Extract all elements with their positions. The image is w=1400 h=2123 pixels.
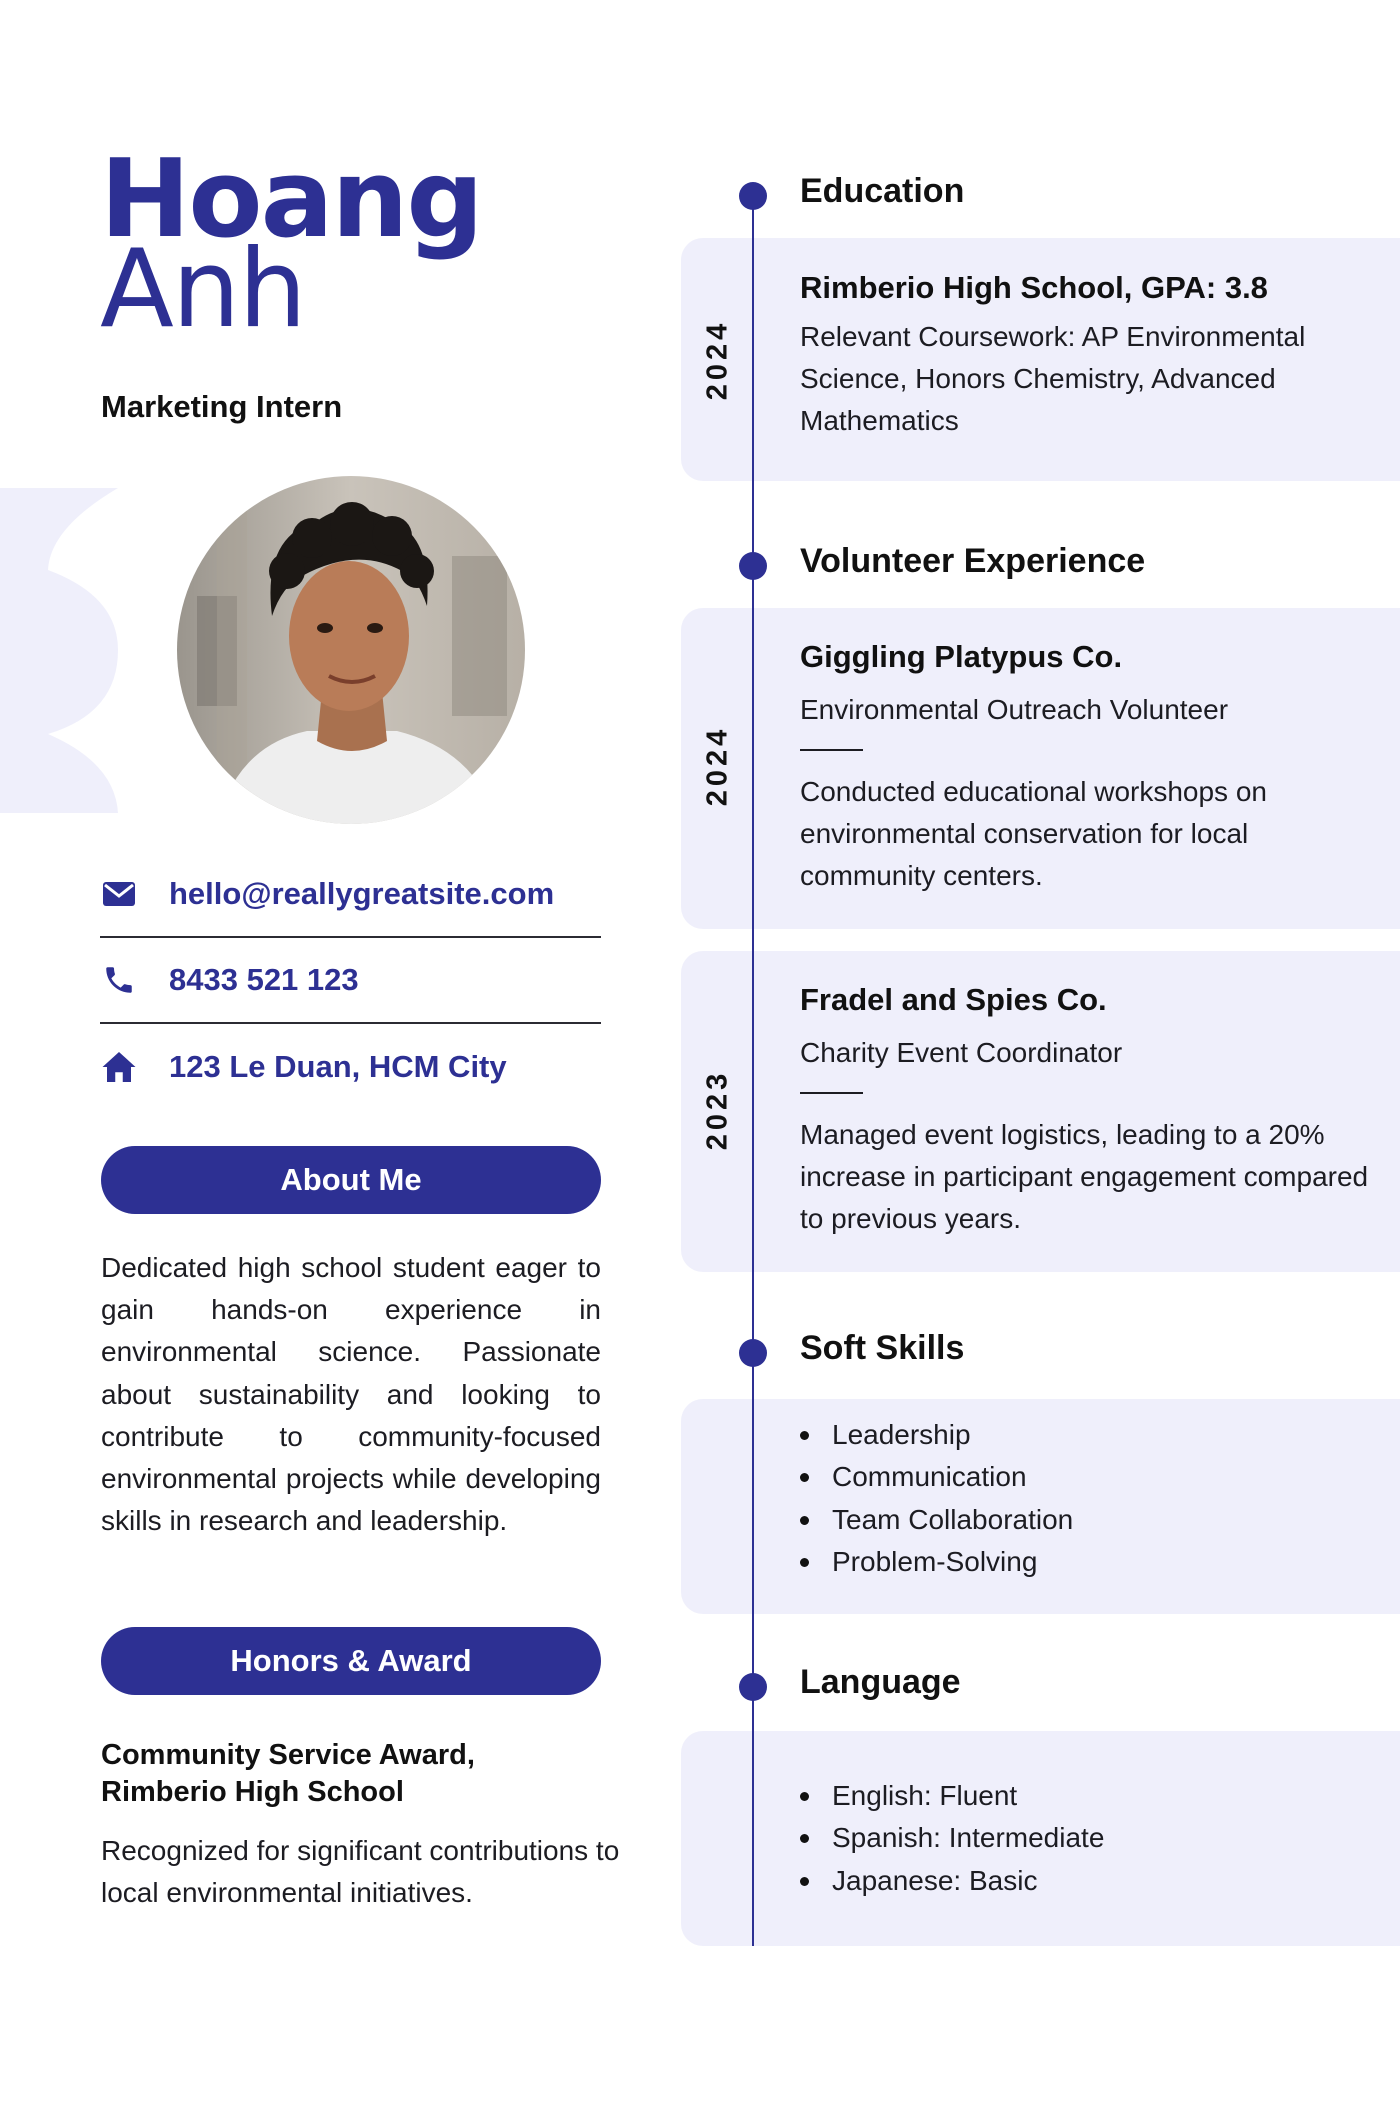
phone-text[interactable]: 8433 521 123 [169, 962, 359, 997]
volunteer-heading: Volunteer Experience [800, 542, 1146, 580]
timeline-dot [739, 182, 767, 210]
volunteer-role: Charity Event Coordinator [800, 1037, 1123, 1068]
volunteer-entry [800, 980, 1370, 1240]
education-year: 2024 [701, 319, 734, 401]
timeline-dot [739, 1673, 767, 1701]
volunteer-entry [800, 637, 1370, 897]
award-title-line: Community Service Award, [101, 1739, 475, 1771]
list-item: English: Fluent [800, 1775, 1104, 1817]
first-name: Hoang [100, 137, 482, 262]
soft-skills-heading: Soft Skills [800, 1329, 965, 1367]
education-entry [800, 268, 1370, 442]
volunteer-year: 2023 [701, 1069, 734, 1151]
list-item: Leadership [800, 1414, 1073, 1456]
volunteer-description: Conducted educational workshops on environmental conservation for local community centers. [800, 776, 1267, 891]
timeline-dot [739, 552, 767, 580]
award-title-line: Rimberio High School [101, 1776, 404, 1808]
decorative-shape [0, 488, 118, 813]
volunteer-description: Managed event logistics, leading to a 20% increase in participant engagement compared to previous years. [800, 1119, 1369, 1234]
list-item: Spanish: Intermediate [800, 1817, 1104, 1859]
volunteer-year: 2024 [701, 725, 734, 807]
phone-icon [100, 961, 138, 999]
email-text[interactable]: hello@reallygreatsite.com [169, 876, 555, 911]
organization-name: Fradel and Spies Co. [800, 982, 1107, 1017]
soft-skills-list [800, 1414, 1073, 1583]
education-heading: Education [800, 172, 965, 210]
list-item: Problem-Solving [800, 1541, 1073, 1583]
address-text: 123 Le Duan, HCM City [169, 1049, 507, 1084]
award-title [101, 1737, 621, 1811]
envelope-icon [100, 875, 138, 913]
last-name: Anh [100, 227, 305, 352]
list-item: Japanese: Basic [800, 1860, 1104, 1902]
award-description: Recognized for significant contributions to local environmental initiatives. [101, 1835, 620, 1908]
contact-phone[interactable] [100, 938, 601, 1024]
candidate-name [100, 137, 482, 352]
divider [800, 749, 863, 751]
list-item: Communication [800, 1456, 1073, 1498]
coursework: Relevant Coursework: AP Environmental Science, Honors Chemistry, Advanced Mathematics [800, 321, 1306, 436]
contact-address [100, 1024, 601, 1110]
organization-name: Giggling Platypus Co. [800, 639, 1123, 674]
about-me-heading: About Me [101, 1146, 601, 1214]
school-name: Rimberio High School, GPA: 3.8 [800, 270, 1268, 305]
divider [800, 1092, 863, 1094]
profile-photo [177, 476, 525, 824]
volunteer-role: Environmental Outreach Volunteer [800, 694, 1229, 725]
contact-email[interactable] [100, 852, 601, 938]
language-list [800, 1775, 1104, 1902]
list-item: Team Collaboration [800, 1499, 1073, 1541]
job-title: Marketing Intern [101, 389, 343, 424]
honors-award-heading: Honors & Award [101, 1627, 601, 1695]
home-icon [100, 1048, 138, 1086]
language-heading: Language [800, 1663, 961, 1701]
about-me-text: Dedicated high school student eager to gain hands-on experience in environmental science. Passionate about sustainability and looking to contribute to community-focused environmental projects while developing skills in research and leadership. [101, 1252, 601, 1537]
timeline-dot [739, 1339, 767, 1367]
